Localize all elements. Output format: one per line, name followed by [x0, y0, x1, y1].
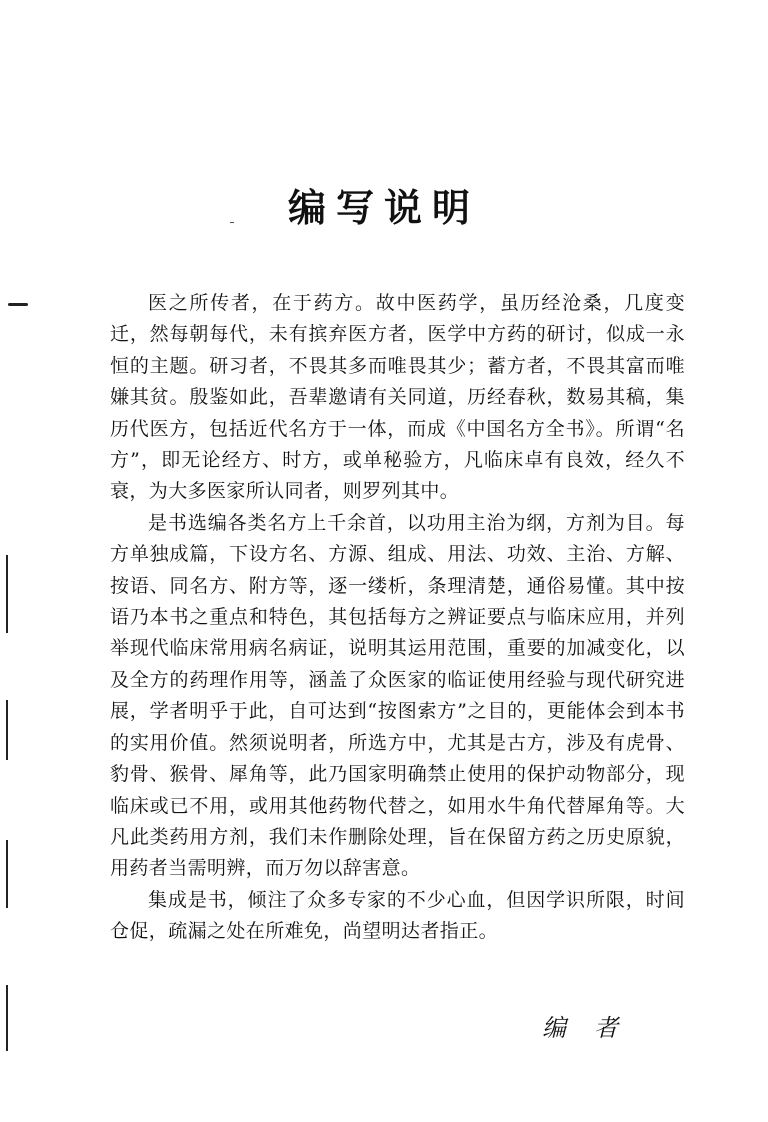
- preface-body: [110, 288, 685, 948]
- paragraph: 集成是书，倾注了众多专家的不少心血，但因学识所限，时间仓促，疏漏之处在所难免，尚望明达者指正。: [110, 888, 685, 943]
- author-signature: 编者: [542, 1014, 646, 1042]
- binding-edge-line: [6, 700, 8, 760]
- scan-speck: [230, 222, 234, 223]
- page-title: 编写说明: [287, 186, 480, 230]
- binding-edge-line: [6, 555, 8, 633]
- paragraph: 医之所传者，在于药方。故中医药学，虽历经沧桑，几度变迁，然每朝每代，未有摈弃医方者，医学中方药的研讨，似成一永恒的主题。研习者，不畏其多而唯畏其少；蓄方者，不畏其富而唯嫌其贫。殷鉴如此，吾辈邀请有关同道，历经春秋，数易其稿，集历代医方，包括近代名方于一体，而成《中国名方全书》。所谓“名方”，即无论经方、时方，或单秘验方，凡临床卓有良效，经久不衰，为大多医家所认同者，则罗列其中。: [110, 292, 685, 503]
- binding-edge-dash: [8, 303, 28, 306]
- binding-edge-line: [6, 840, 8, 908]
- binding-edge-line: [6, 985, 8, 1051]
- paragraph: 是书选编各类名方上千余首，以功用主治为纲，方剂为目。每方单独成篇，下设方名、方源、组成、用法、功效、主治、方解、按语、同名方、附方等，逐一缕析，条理清楚，通俗易懂。其中按语乃本书之重点和特色，其包括每方之辨证要点与临床应用，并列举现代临床常用病名病证，说明其运用范围，重要的加减变化，以及全方的药理作用等，涵盖了众医家的临证使用经验与现代研究进展，学者明乎于此，自可达到“按图索方”之目的，更能体会到本书的实用价值。然须说明者，所选方中，尤其是古方，涉及有虎骨、豹骨、猴骨、犀角等，此乃国家明确禁止使用的保护动物部分，现临床或已不用，或用其他药物代替之，如用水牛角代替犀角等。大凡此类药用方剂，我们未作删除处理，旨在保留方药之历史原貌，用药者当需明辨，而万勿以辞害意。: [110, 511, 685, 880]
